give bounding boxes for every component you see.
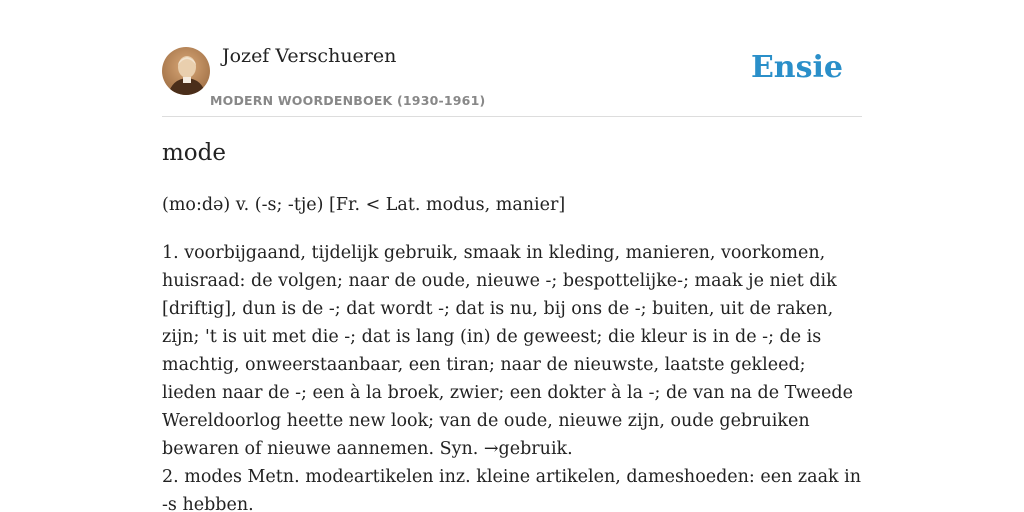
portrait-icon: [162, 47, 210, 95]
ensie-logo[interactable]: Ensie: [750, 50, 843, 85]
dictionary-source[interactable]: MODERN WOORDENBOEK (1930-1961): [210, 93, 486, 108]
etymology: (mo:də) v. (-s; -tje) [Fr. < Lat. modus, manier]: [162, 195, 566, 215]
definition-body: [162, 239, 862, 512]
headword: mode: [162, 140, 226, 166]
sense-1: 1. voorbijgaand, tijdelijk gebruik, smaak in kleding, manieren, voorkomen, huisraad: de volgen; naar de oude, nieuwe -; bespottelijke-; maak je niet dik [driftig], dun is de -; dat wordt -; dat is nu, bij ons de -; buiten, uit de raken, zijn; 't is uit met die -; dat is lang (in) de geweest; die kleur is in de -; de is machtig, onweerstaanbaar, een tiran; naar de nieuwste, laatste gekleed; lieden naar de -; een à la broek, zwier; een dokter à la -; de van na de Tweede Wereldoorlog heette new look; van de oude, nieuwe zijn, oude gebruiken bewaren of nieuwe aannemen. Syn. →gebruik.: [162, 243, 853, 459]
sense-2: 2. modes Metn. modeartikelen inz. kleine artikelen, dameshoeden: een zaak in -s hebben.: [162, 467, 862, 512]
entry-header: [162, 0, 862, 117]
author-name[interactable]: Jozef Verschueren: [222, 45, 397, 67]
author-avatar[interactable]: [162, 47, 210, 95]
